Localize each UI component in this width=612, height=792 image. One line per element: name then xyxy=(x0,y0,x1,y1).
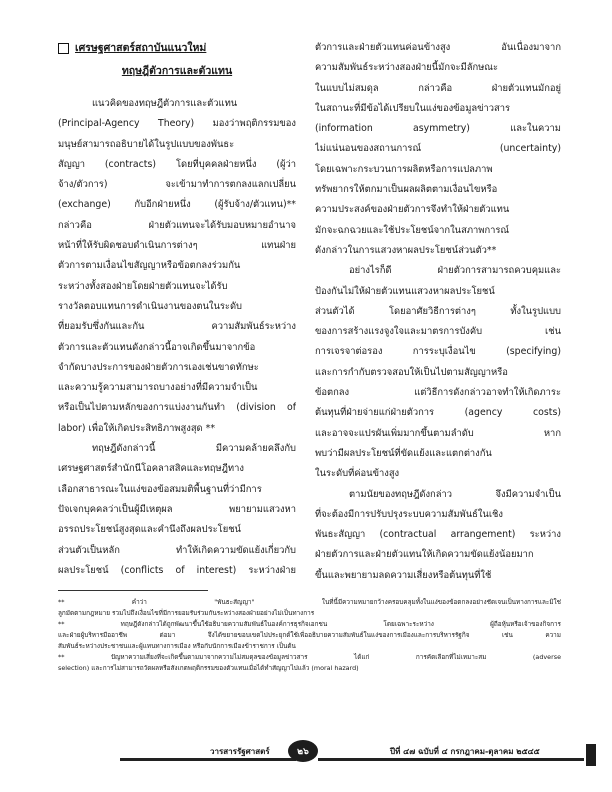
footnote-divider xyxy=(58,590,208,591)
body-line: ตัวการและฝ่ายตัวแทนค่อนข้างสูง อันเนื่องมาจาก xyxy=(315,42,561,53)
body-line: โดยเฉพาะกระบวนการผลิตหรือการแปลภาพ xyxy=(315,163,493,175)
body-line: กล่าวคือ ฝ่ายตัวแทนจะได้รับมอบหมายอำนาจ xyxy=(58,219,296,231)
body-line: ตามนัยของทฤษฎีดังกล่าว จึงมีความจำเป็น xyxy=(349,488,561,500)
body-line: และความรู้ความสามารถบางอย่างที่มีความจำเป็น xyxy=(58,382,258,394)
left-column xyxy=(58,38,296,581)
footer-rule-right xyxy=(318,758,584,761)
body-line: พันธะสัญญา (contractual arrangement) ระหว่าง xyxy=(315,529,561,541)
body-line: ความสัมพันธ์ระหว่างสองฝ่ายนี้มักจะมีลักษณะ xyxy=(315,62,499,74)
body-line: และอาจจะแปรผันเพิ่มมากขึ้นตามลำดับ หาก xyxy=(315,427,561,439)
body-line: ขึ้นและพยายามลดความเสี่ยงหรือต้นทุนที่ใช้ xyxy=(315,569,492,581)
body-line: ระหว่างทั้งสองฝ่ายโดยฝ่ายตัวแทนจะได้รับ xyxy=(58,280,228,292)
footnote-line: ลูกมัดตามกฎหมาย รวมไปถึงเงื่อนไขที่มีการยอมรับร่วมกันระหว่างสองฝ่ายอย่างไม่เป็นทางการ xyxy=(58,609,315,617)
body-line: อรรถประโยชน์สูงสุดและคำนึงถึงผลประโยชน์ xyxy=(58,524,241,536)
footnotes xyxy=(58,597,561,674)
body-line: พบว่ามีผลประโยชน์ที่ขัดแย้งและแตกต่างกัน xyxy=(315,447,492,459)
body-line: ตัวการและตัวแทนดังกล่าวนี้อาจเกิดขึ้นมาจากข้อ xyxy=(58,341,256,353)
footnote-line: ** ทฤษฎีดังกล่าวได้ถูกพัฒนาขึ้นใช้อธิบายความสัมพันธ์ในองค์การธุรกิจเอกชน โดยเฉพาะระหว่าง ผู้ถือหุ้นหรือเจ้าของกิจการ xyxy=(58,620,561,628)
body-line: ข้อตกลง แต่วิธีการดังกล่าวอาจทำให้เกิดภาระ xyxy=(315,387,561,399)
body-line: ต้นทุนที่ฝ่ายจ่ายแก่ฝ่ายตัวการ (agency costs) xyxy=(315,407,561,419)
body-line: ตัวการตามเงื่อนไขสัญญาหรือข้อตกลงร่วมกัน xyxy=(58,260,241,272)
body-line: ในแบบไม่สมดุล กล่าวคือ ฝ่ายตัวแทนมักอยู่ xyxy=(315,82,561,94)
footnote-line: สัมพันธ์ระหว่างประชาชนและผู้แทนทางการเมือง หรือกับนักการเมืองข้าราชการ เป็นต้น xyxy=(58,642,296,650)
body-line: ดังกล่าวในการแสวงหาผลประโยชน์ส่วนตัว** xyxy=(315,244,497,256)
body-line: ทรัพยากรให้ตกมาเป็นผลผลิตตามเงื่อนไขหรือ xyxy=(315,184,498,196)
page-number: ๒๖ xyxy=(297,747,309,757)
section-heading xyxy=(58,38,296,58)
body-line: อย่างไรก็ดี ฝ่ายตัวการสามารถควบคุมและ xyxy=(349,265,561,277)
section-subheading: ทฤษฎีตัวการและตัวแทน xyxy=(121,65,233,77)
body-line: มักจะฉกฉวยและใช้ประโยชน์จากในสภาพการณ์ xyxy=(315,224,510,236)
footer-rule-left xyxy=(120,758,296,761)
body-line: ไม่แน่นอนของสถานการณ์ (uncertainty) xyxy=(315,143,561,155)
body-line: ส่วนตัวเป็นหลัก ทำให้เกิดความขัดแย้งเกี่ยวกับ xyxy=(58,544,296,556)
section-heading-text: เศรษฐศาสตร์สถาบันแนวใหม่ xyxy=(75,42,207,54)
body-line: ป้องกันไม่ให้ฝ่ายตัวแทนแสวงหาผลประโยชน์ xyxy=(315,285,495,297)
body-line: ฝ่ายตัวการและฝ่ายตัวแทนให้เกิดความขัดแย้งน้อยมาก xyxy=(315,549,534,561)
page-number-badge xyxy=(288,740,318,762)
right-column xyxy=(315,38,561,586)
body-line: มนุษย์สามารถอธิบายได้ในรูปแบบของพันธะ xyxy=(58,138,235,150)
body-line: ความประสงค์ของฝ่ายตัวการจึงทำให้ฝ่ายตัวแทน xyxy=(315,204,510,216)
body-line: หรือเป็นไปตามหลักของการแบ่งงานกันทำ (division of xyxy=(58,402,296,414)
body-line: (exchange) กับอีกฝ่ายหนึ่ง (ผู้รับจ้าง/ตัวแทน)** xyxy=(58,199,296,211)
body-line: (information asymmetry) และในความ xyxy=(315,123,561,135)
corner-tab xyxy=(586,744,596,766)
footnote-line: ** ปัญหาความเสี่ยงที่จะเกิดขึ้นตามมาจากความไม่สมดุลของข้อมูลข่าวสาร ได้แก่ การคัดเลือกที่ไม่เหมาะสม (adverse xyxy=(58,653,561,661)
footnote-line: selection) และการไม่สามารถวัดผลหรือสังเกตพฤติกรรมของตัวแทนเมื่อได้ทำสัญญาไปแล้ว (moral hazard) xyxy=(58,664,359,672)
body-line: ส่วนตัวได้ โดยอาศัยวิธีการต่างๆ ทั้งในรูปแบบ xyxy=(315,305,561,317)
body-line: แนวคิดของทฤษฎีตัวการและตัวแทน xyxy=(92,98,238,109)
body-line: ของการสร้างแรงจูงใจและมาตรการบังคับ เช่น xyxy=(315,326,561,338)
body-line: สัญญา (contracts) โดยที่บุคคลฝ่ายหนึ่ง (ผู้ว่า xyxy=(58,158,296,170)
body-line: ปัจเจกบุคคลว่าเป็นผู้มีเหตุผล พยายามแสวงหา xyxy=(58,503,296,515)
body-line: labor) เพื่อให้เกิดประสิทธิภาพสูงสุด ** xyxy=(58,422,216,434)
body-line: ที่ยอมรับซึ่งกันและกัน ความสัมพันธ์ระหว่าง xyxy=(58,321,296,333)
body-line: จ้าง/ตัวการ) จะเข้ามาทำการตกลงแลกเปลี่ยน xyxy=(58,179,296,191)
body-line: ผลประโยชน์ (conflicts of interest) ระหว่างฝ่าย xyxy=(58,564,296,576)
body-line: หน้าที่ให้รับผิดชอบดำเนินการต่างๆ แทนฝ่าย xyxy=(58,240,296,252)
footnote-line: ** คำว่า "พันธะสัญญา" ในที่นี้มีความหมายกว้างครอบคลุมทั้งในแง่ของข้อตกลงอย่างชัดเจนเป็นทางการและมิใช่ xyxy=(58,598,561,606)
body-line: ที่จะต้องมีการปรับปรุงระบบความสัมพันธ์ในเชิง xyxy=(315,508,503,520)
body-line: จำกัดบางประการของฝ่ายตัวการเองเช่นขาดทักษะ xyxy=(58,361,259,373)
body-line: ทฤษฎีดังกล่าวนี้ มีความคล้ายคลึงกับ xyxy=(92,443,296,455)
body-line: ในสถานะที่มีข้อได้เปรียบในแง่ของข้อมูลข่าวสาร xyxy=(315,102,511,114)
body-line: ในระดับที่ค่อนข้างสูง xyxy=(315,468,400,480)
body-line: การเจรจาต่อรอง การระบุเงื่อนไข (specifying) xyxy=(315,346,561,358)
checkbox-bullet-icon xyxy=(58,43,69,54)
issue-info: ปีที่ ๔๗ ฉบับที่ ๔ กรกฎาคม-ตุลาคม ๒๕๔๕ xyxy=(390,747,540,756)
body-line: (Principal-Agency Theory) มองว่าพฤติกรรมของ xyxy=(58,118,296,130)
body-line: เลือกสาธารณะในแง่ของข้อสมมติพื้นฐานที่ว่ามีการ xyxy=(58,483,262,495)
footnote-line: และฝ่ายผู้บริหารมืออาชีพ ต่อมา จึงได้ขยายขอบเขตไปประยุกต์ใช้เพื่ออธิบายความสัมพันธ์ในแง่ของการเมืองและการบริหารรัฐกิจ เช่น ความ xyxy=(58,631,561,639)
body-line: และการกำกับตรวจสอบให้เป็นไปตามสัญญาหรือ xyxy=(315,366,508,378)
body-line: เศรษฐศาสตร์สำนักนีโอคลาสสิคและทฤษฎีทาง xyxy=(58,463,244,475)
body-line: รางวัลตอบแทนการดำเนินงานของตนในระดับ xyxy=(58,300,242,312)
journal-name: วารสารรัฐศาสตร์ xyxy=(210,747,270,756)
